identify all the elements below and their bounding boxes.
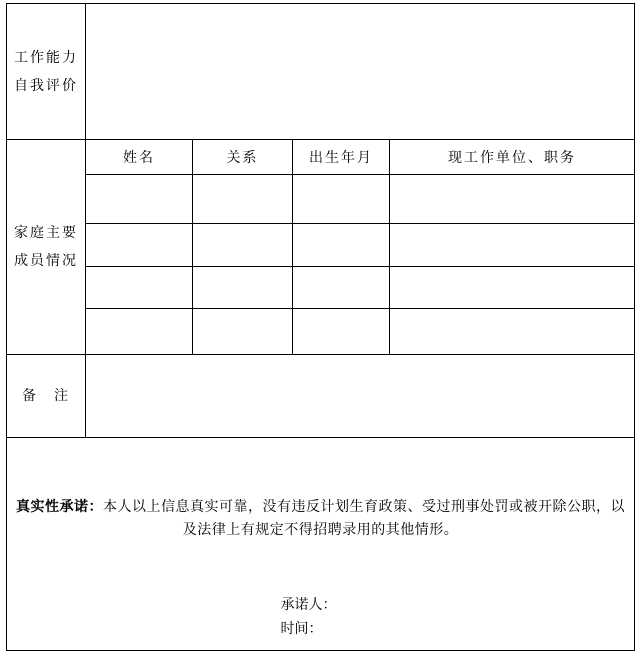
family-cell-workplace[interactable]	[390, 224, 635, 267]
family-cell-name[interactable]	[86, 267, 193, 309]
promise-title: 真实性承诺：	[16, 499, 103, 515]
remarks-field[interactable]	[86, 355, 635, 438]
family-cell-relation[interactable]	[193, 224, 293, 267]
family-cell-workplace[interactable]	[390, 309, 635, 355]
family-cell-name[interactable]	[86, 309, 193, 355]
authenticity-promise-cell	[7, 438, 635, 651]
family-cell-relation[interactable]	[193, 267, 293, 309]
application-form-table	[6, 3, 635, 651]
family-cell-workplace[interactable]	[390, 175, 635, 224]
table-row	[7, 224, 635, 267]
header-relation: 关系	[193, 140, 293, 175]
family-cell-birth-date[interactable]	[293, 224, 390, 267]
family-cell-birth-date[interactable]	[293, 267, 390, 309]
header-name: 姓名	[86, 140, 193, 175]
promise-row	[7, 438, 635, 651]
self-assessment-label-line1: 工作能力	[14, 49, 78, 66]
family-label-line1: 家庭主要	[14, 225, 78, 241]
self-assessment-label	[7, 4, 86, 140]
remarks-row	[7, 355, 635, 438]
self-assessment-row	[7, 4, 635, 140]
table-row	[7, 267, 635, 309]
family-header-row	[7, 140, 635, 175]
family-cell-relation[interactable]	[193, 309, 293, 355]
header-birth-date: 出生年月	[293, 140, 390, 175]
header-workplace-position: 现工作单位、职务	[390, 140, 635, 175]
remarks-label-text: 备 注	[22, 388, 70, 404]
signer-label: 承诺人：	[280, 597, 337, 613]
table-row	[7, 309, 635, 355]
self-assessment-label-line2: 自我评价	[14, 77, 78, 94]
promise-body: 本人以上信息真实可靠，没有违反计划生育政策、受过刑事处罚或被开除公职，以及法律上有规定不得招聘录用的其他情形。	[103, 499, 625, 538]
date-line	[7, 618, 634, 638]
family-cell-workplace[interactable]	[390, 267, 635, 309]
family-cell-name[interactable]	[86, 175, 193, 224]
family-members-label	[7, 140, 86, 355]
remarks-label	[7, 355, 86, 438]
signer-line	[7, 594, 634, 614]
family-cell-birth-date[interactable]	[293, 175, 390, 224]
family-label-line2: 成员情况	[14, 253, 78, 269]
family-cell-name[interactable]	[86, 224, 193, 267]
family-cell-birth-date[interactable]	[293, 309, 390, 355]
table-row	[7, 175, 635, 224]
date-label: 时间：	[280, 621, 323, 637]
family-cell-relation[interactable]	[193, 175, 293, 224]
promise-paragraph	[11, 496, 630, 542]
self-assessment-field[interactable]	[86, 4, 635, 140]
